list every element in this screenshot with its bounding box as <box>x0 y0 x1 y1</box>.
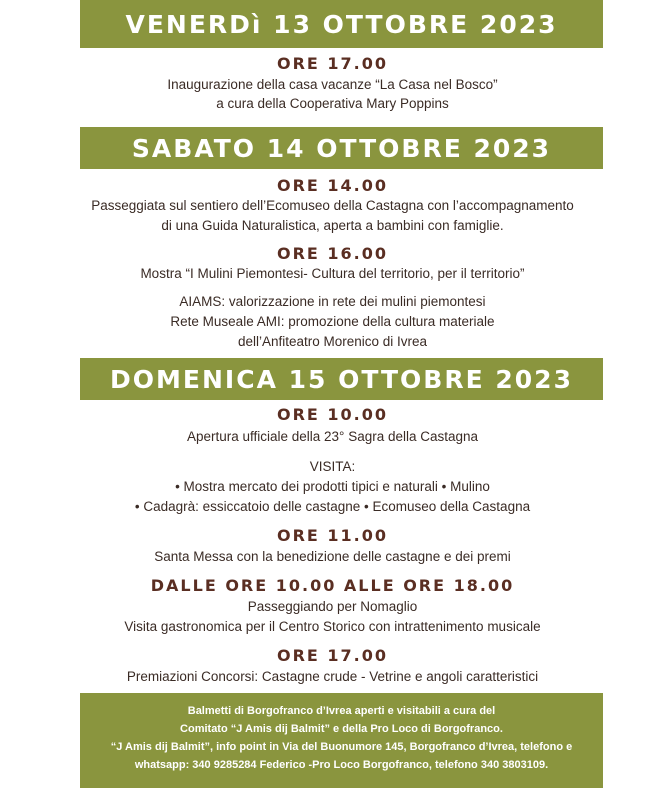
event-description: Visita gastronomica per il Centro Storico con intrattenimento musicale <box>124 619 541 634</box>
event-time: ORE 10.00 <box>276 405 389 424</box>
day-banner-saturday <box>80 127 603 169</box>
day-banner-label: SABATO 14 OTTOBRE 2023 <box>131 133 552 163</box>
event-description: • Cadagrà: essiccatoio delle castagne • Ecomuseo della Castagna <box>134 499 531 514</box>
event-description: Mostra “I Mulini Piemontesi- Cultura del territorio, per il territorio” <box>140 266 525 281</box>
event-description: Apertura ufficiale della 23° Sagra della Castagna <box>186 429 479 444</box>
event-time: ORE 17.00 <box>276 646 389 665</box>
event-description: dell’Anfiteatro Morenico di Ivrea <box>237 334 428 349</box>
event-description: AIAMS: valorizzazione in rete dei mulini piemontesi <box>179 294 486 309</box>
event-description: Santa Messa con la benedizione delle castagne e dei premi <box>154 549 511 564</box>
event-description: Premiazioni Concorsi: Castagne crude - Vetrine e angoli caratteristici <box>126 669 539 684</box>
footer-line: Comitato “J Amis dij Balmit” e della Pro Loco di Borgofranco. <box>180 723 503 735</box>
event-time: ORE 11.00 <box>276 526 389 545</box>
footer-line: Balmetti di Borgofranco d’Ivrea aperti e visitabili a cura del <box>187 705 496 717</box>
event-description: di una Guida Naturalistica, aperta a bambini con famiglie. <box>161 218 504 233</box>
event-time: ORE 17.00 <box>276 54 389 73</box>
day-banner-label: VENERDì 13 OTTOBRE 2023 <box>125 9 558 39</box>
event-time: DALLE ORE 10.00 ALLE ORE 18.00 <box>150 576 515 595</box>
footer-line: “J Amis dij Balmit”, info point in Via del Buonumore 145, Borgofranco d’Ivrea, telefono e <box>110 741 573 753</box>
event-description: Passeggiata sul sentiero dell’Ecomuseo della Castagna con l’accompagnamento <box>91 198 574 213</box>
event-description: Rete Museale AMI: promozione della cultura materiale <box>170 314 495 329</box>
event-time: ORE 14.00 <box>276 176 389 195</box>
event-description: a cura della Cooperativa Mary Poppins <box>216 96 449 111</box>
info-footer <box>80 693 603 788</box>
event-description: Inaugurazione della casa vacanze “La Casa nel Bosco” <box>167 77 498 92</box>
event-description: Passeggiando per Nomaglio <box>247 599 418 614</box>
day-banner-friday <box>80 0 603 48</box>
event-time: ORE 16.00 <box>276 244 389 263</box>
day-banner-label: DOMENICA 15 OTTOBRE 2023 <box>110 364 573 394</box>
footer-line: whatsapp: 340 9285284 Federico -Pro Loco Borgofranco, telefono 340 3803109. <box>134 759 549 771</box>
day-banner-sunday <box>80 358 603 400</box>
event-description: VISITA: <box>309 459 356 474</box>
event-description: • Mostra mercato dei prodotti tipici e naturali • Mulino <box>175 479 490 494</box>
